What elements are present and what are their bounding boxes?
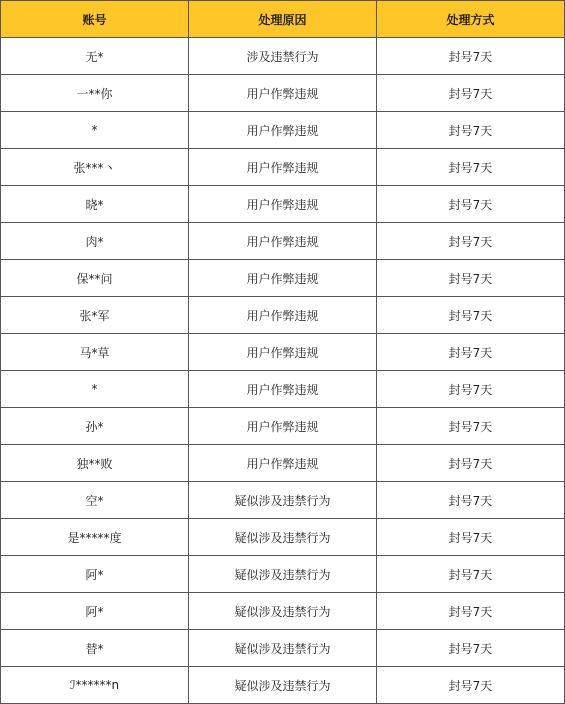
cell-action: 封号7天 [377,260,565,297]
cell-action: 封号7天 [377,519,565,556]
cell-reason: 疑似涉及违禁行为 [189,482,377,519]
cell-reason: 疑似涉及违禁行为 [189,667,377,704]
cell-reason: 用户作弊违规 [189,223,377,260]
cell-action: 封号7天 [377,297,565,334]
cell-account: 是*****度 [1,519,189,556]
table-row [1,75,565,112]
cell-account: 空* [1,482,189,519]
cell-reason: 用户作弊违规 [189,112,377,149]
cell-account: 保**问 [1,260,189,297]
cell-reason: 疑似涉及违禁行为 [189,630,377,667]
table-header-row [1,1,565,38]
cell-reason: 用户作弊违规 [189,75,377,112]
table-row [1,334,565,371]
cell-account: 孙* [1,408,189,445]
cell-account: 阿* [1,556,189,593]
cell-action: 封号7天 [377,630,565,667]
cell-account: 晓* [1,186,189,223]
table-row [1,556,565,593]
cell-reason: 疑似涉及违禁行为 [189,593,377,630]
cell-action: 封号7天 [377,593,565,630]
cell-account: * [1,371,189,408]
cell-account: 替* [1,630,189,667]
cell-reason: 疑似涉及违禁行为 [189,556,377,593]
cell-action: 封号7天 [377,38,565,75]
header-reason: 处理原因 [189,1,377,38]
cell-action: 封号7天 [377,112,565,149]
table-row [1,630,565,667]
table-row [1,371,565,408]
cell-action: 封号7天 [377,445,565,482]
cell-action: 封号7天 [377,667,565,704]
cell-action: 封号7天 [377,186,565,223]
table-row [1,445,565,482]
cell-account: ℐ******n [1,667,189,704]
cell-reason: 用户作弊违规 [189,260,377,297]
cell-account: 一**你 [1,75,189,112]
table-row [1,667,565,704]
cell-account: 独**败 [1,445,189,482]
table-row [1,297,565,334]
cell-account: 阿* [1,593,189,630]
cell-reason: 用户作弊违规 [189,149,377,186]
cell-reason: 用户作弊违规 [189,186,377,223]
cell-action: 封号7天 [377,223,565,260]
table-row [1,482,565,519]
cell-action: 封号7天 [377,371,565,408]
table-row [1,519,565,556]
table-row [1,186,565,223]
header-action: 处理方式 [377,1,565,38]
cell-reason: 疑似涉及违禁行为 [189,519,377,556]
cell-account: 张***丶 [1,149,189,186]
cell-reason: 用户作弊违规 [189,445,377,482]
cell-reason: 用户作弊违规 [189,334,377,371]
cell-action: 封号7天 [377,556,565,593]
table-row [1,260,565,297]
table-row [1,112,565,149]
cell-action: 封号7天 [377,482,565,519]
table-body [1,38,565,704]
cell-account: 无* [1,38,189,75]
cell-reason: 用户作弊违规 [189,408,377,445]
table-row [1,149,565,186]
cell-action: 封号7天 [377,149,565,186]
cell-reason: 涉及违禁行为 [189,38,377,75]
header-account: 账号 [1,1,189,38]
cell-account: 肉* [1,223,189,260]
table-row [1,223,565,260]
cell-action: 封号7天 [377,75,565,112]
cell-account: * [1,112,189,149]
table-row [1,593,565,630]
table-row [1,408,565,445]
cell-reason: 用户作弊违规 [189,297,377,334]
cell-action: 封号7天 [377,408,565,445]
cell-account: 马*草 [1,334,189,371]
cell-account: 张*军 [1,297,189,334]
cell-reason: 用户作弊违规 [189,371,377,408]
table-row [1,38,565,75]
cell-action: 封号7天 [377,334,565,371]
